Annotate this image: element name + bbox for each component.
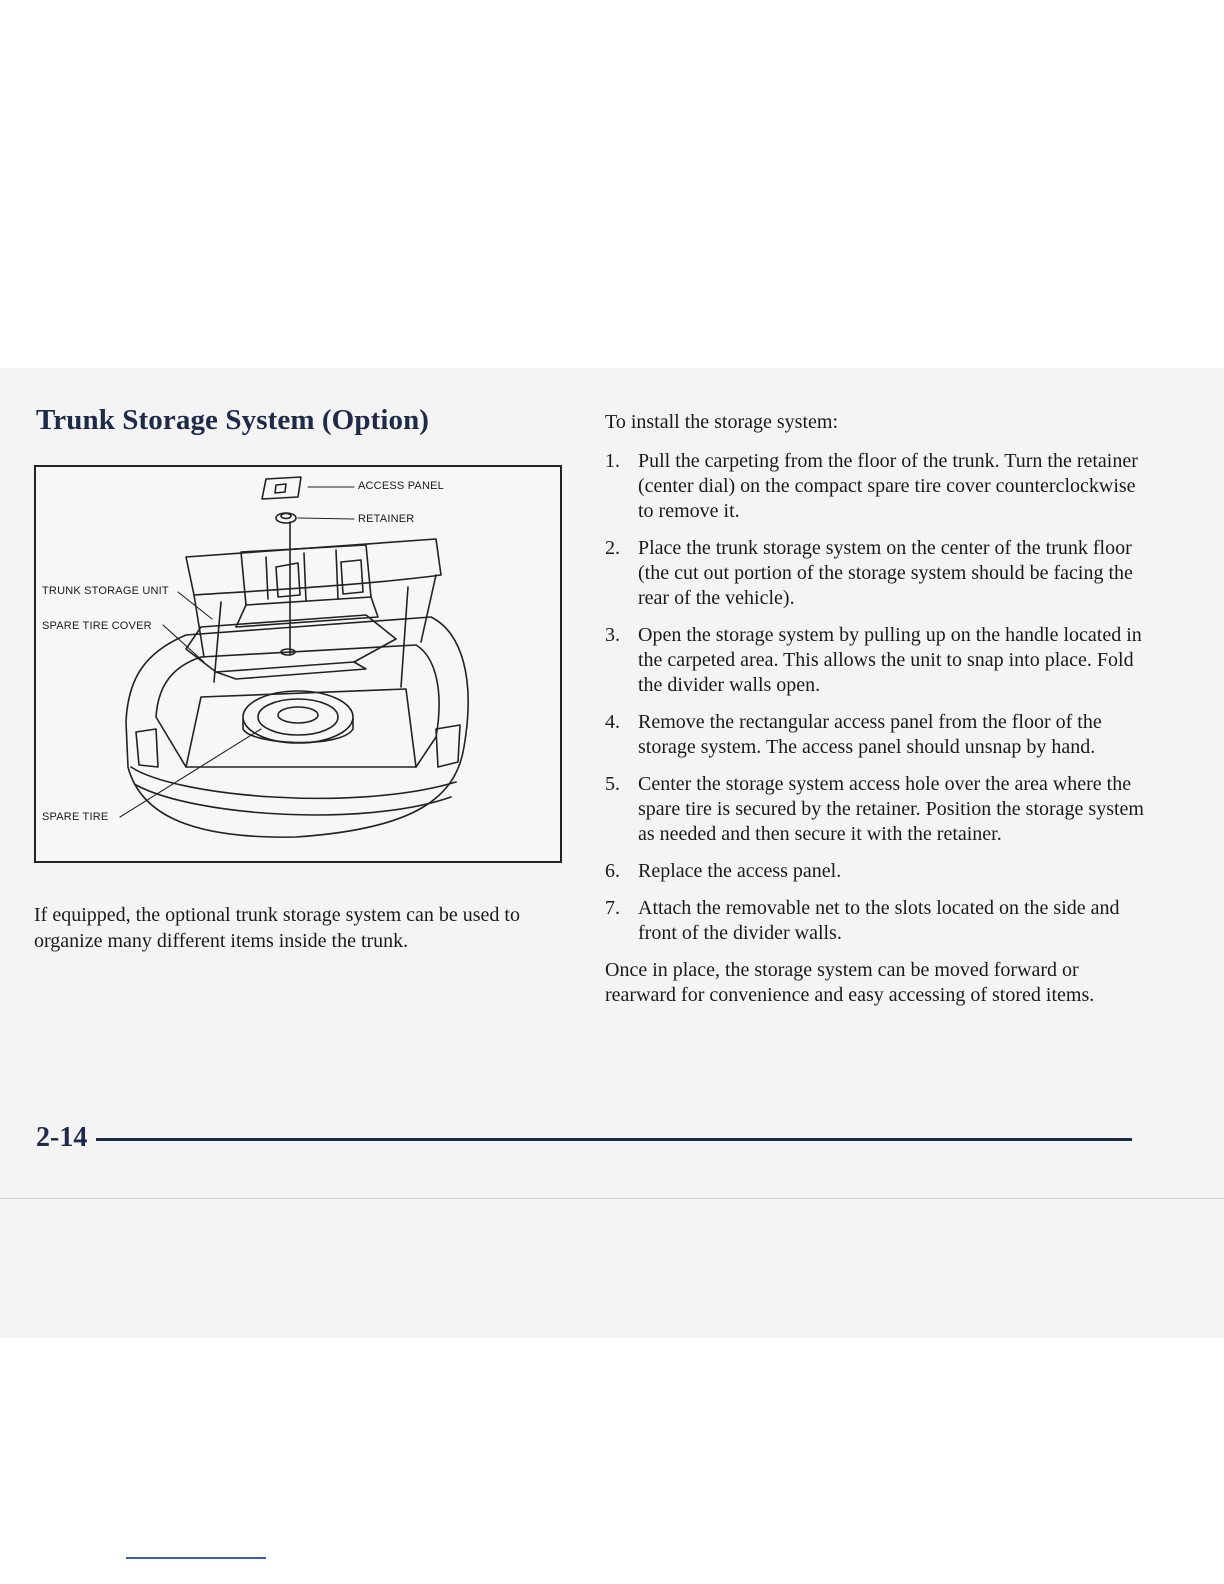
list-item	[605, 536, 1145, 611]
list-item	[605, 772, 1145, 847]
list-item	[605, 449, 1145, 524]
step-text: Center the storage system access hole over the area where the spare tire is secured by the retainer. Position the storage system as needed and then secure it with the retainer.	[638, 773, 1144, 845]
list-item	[605, 896, 1145, 946]
step-number: 4.	[605, 711, 620, 733]
callout-trunk-storage-unit: TRUNK STORAGE UNIT	[42, 585, 169, 597]
list-item	[605, 859, 1145, 884]
step-text: Remove the rectangular access panel from the floor of the storage system. The access panel should unsnap by hand.	[638, 711, 1102, 758]
callout-spare-tire-cover: SPARE TIRE COVER	[42, 620, 152, 632]
list-item	[605, 623, 1145, 698]
callout-spare-tire: SPARE TIRE	[42, 811, 109, 823]
install-steps-list	[605, 449, 1145, 946]
trunk-storage-illustration	[34, 465, 562, 863]
step-text: Replace the access panel.	[638, 860, 842, 882]
step-text: Open the storage system by pulling up on the handle located in the carpeted area. This allows the unit to snap into place. Fold the divider walls open.	[638, 624, 1142, 696]
callout-access-panel: ACCESS PANEL	[358, 480, 444, 492]
step-number: 5.	[605, 773, 620, 795]
step-text: Place the trunk storage system on the center of the trunk floor (the cut out portion of the storage system should be facing the rear of the vehicle).	[638, 537, 1133, 609]
closing-paragraph: Once in place, the storage system can be moved forward or rearward for convenience and easy accessing of stored items.	[605, 959, 1095, 1006]
install-lead: To install the storage system:	[605, 411, 839, 433]
step-number: 6.	[605, 860, 620, 882]
step-text: Pull the carpeting from the floor of the trunk. Turn the retainer (center dial) on the compact spare tire cover counterclockwise to remove it.	[638, 450, 1138, 522]
list-item	[605, 710, 1145, 760]
callout-retainer: RETAINER	[358, 513, 415, 525]
step-text: Attach the removable net to the slots located on the side and front of the divider walls.	[638, 897, 1120, 944]
scan-edge-line	[0, 1198, 1224, 1199]
step-number: 1.	[605, 450, 620, 472]
step-number: 7.	[605, 897, 620, 919]
page-number: 2-14	[36, 1122, 88, 1153]
intro-paragraph: If equipped, the optional trunk storage system can be used to organize many different items inside the trunk.	[34, 904, 520, 952]
bottom-link-underline	[126, 1557, 266, 1559]
trunk-drawing	[36, 467, 560, 861]
section-title: Trunk Storage System (Option)	[36, 404, 430, 436]
step-number: 3.	[605, 624, 620, 646]
step-number: 2.	[605, 537, 620, 559]
install-instructions	[605, 410, 1145, 1008]
footer-rule	[96, 1138, 1132, 1141]
